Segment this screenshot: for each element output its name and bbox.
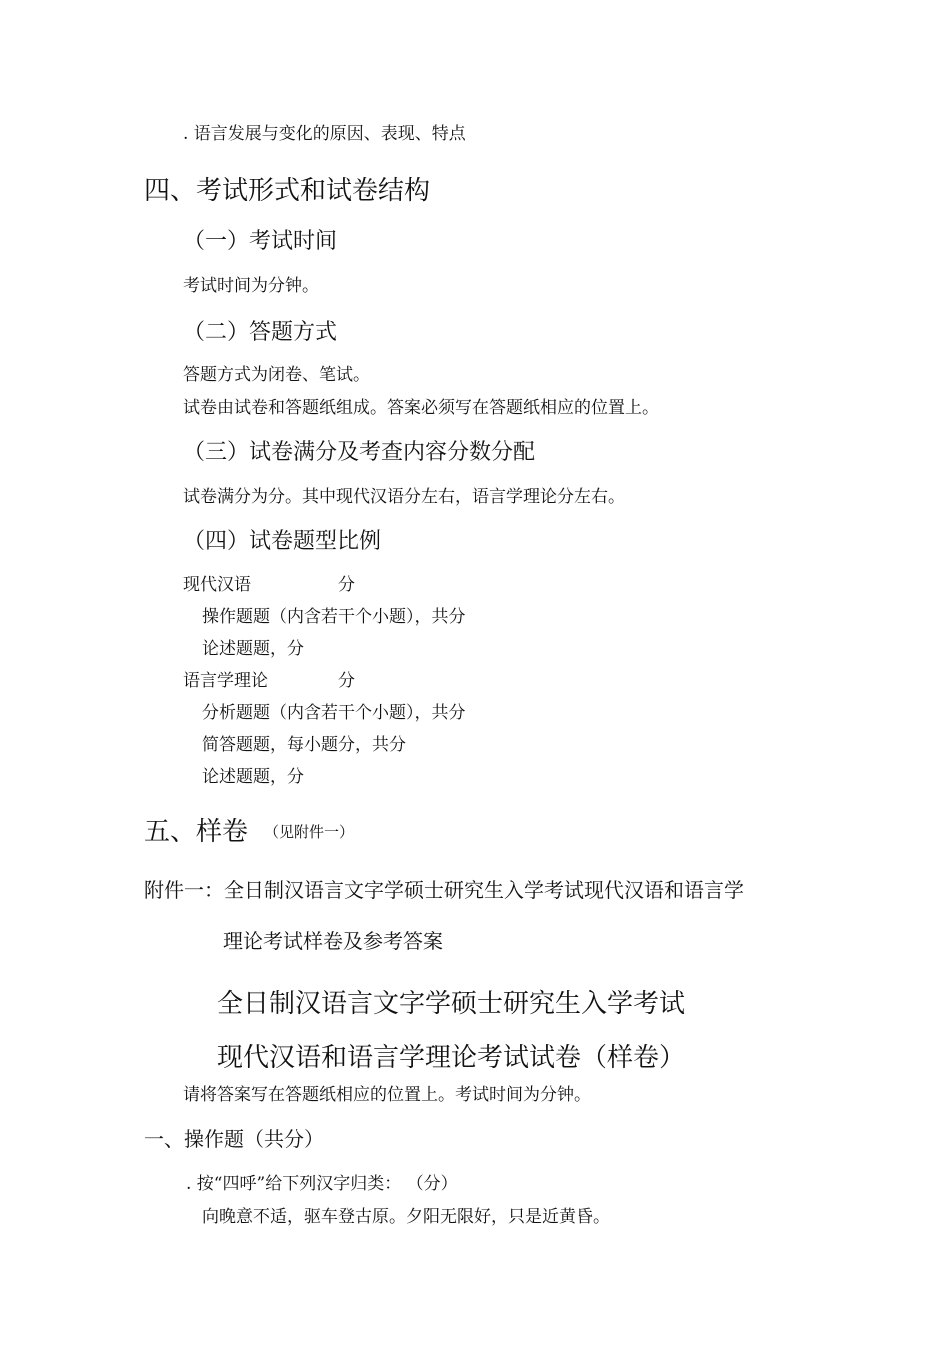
- linguistics-item-3: 论述题题，分: [202, 767, 304, 787]
- paper-title-line-2: 现代汉语和语言学理论考试试卷（样卷）: [217, 1043, 686, 1073]
- modern-chinese-label: 现代汉语: [183, 575, 251, 595]
- subsection-3-text: 试卷满分为分。其中现代汉语分左右，语言学理论分左右。: [183, 487, 625, 507]
- subsection-4-heading: （四）试卷题型比例: [183, 529, 382, 554]
- subsection-3-heading: （三）试卷满分及考查内容分数分配: [183, 440, 536, 465]
- appendix-line-2: 理论考试样卷及参考答案: [223, 929, 443, 953]
- linguistics-score: 分: [338, 671, 355, 691]
- intro-item: . 语言发展与变化的原因、表现、特点: [183, 124, 466, 144]
- question-1-poem: 向晚意不适，驱车登古原。夕阳无限好，只是近黄昏。: [202, 1207, 610, 1227]
- modern-chinese-row: [183, 577, 483, 597]
- linguistics-item-1: 分析题题（内含若干个小题），共分: [202, 703, 466, 723]
- linguistics-row: [183, 673, 483, 693]
- subsection-1-text: 考试时间为分钟。: [183, 276, 319, 296]
- paper-instruction: 请将答案写在答题纸相应的位置上。考试时间为分钟。: [183, 1085, 591, 1105]
- modern-chinese-score: 分: [338, 575, 355, 595]
- section-4-heading: 四、考试形式和试卷结构: [144, 176, 431, 206]
- linguistics-item-2: 简答题题，每小题分，共分: [202, 735, 406, 755]
- section-5-heading: 五、样卷: [144, 817, 249, 847]
- part-1-heading: 一、操作题（共分）: [144, 1127, 324, 1151]
- paper-title-line-1: 全日制汉语言文字学硕士研究生入学考试: [217, 989, 686, 1019]
- subsection-2-text-1: 答题方式为闭卷、笔试。: [183, 365, 370, 385]
- section-5-row: [144, 819, 544, 849]
- linguistics-label: 语言学理论: [183, 671, 268, 691]
- modern-chinese-item-1: 操作题题（内含若干个小题），共分: [202, 607, 466, 627]
- appendix-line-1: 附件一：全日制汉语言文字学硕士研究生入学考试现代汉语和语言学: [144, 878, 744, 902]
- subsection-2-text-2: 试卷由试卷和答题纸组成。答案必须写在答题纸相应的位置上。: [183, 398, 659, 418]
- section-5-note: （见附件一）: [264, 823, 355, 841]
- modern-chinese-item-2: 论述题题，分: [202, 639, 304, 659]
- question-1: . 按“四呼”给下列汉字归类： （分）: [186, 1174, 458, 1194]
- subsection-1-heading: （一）考试时间: [183, 229, 338, 254]
- subsection-2-heading: （二）答题方式: [183, 320, 338, 345]
